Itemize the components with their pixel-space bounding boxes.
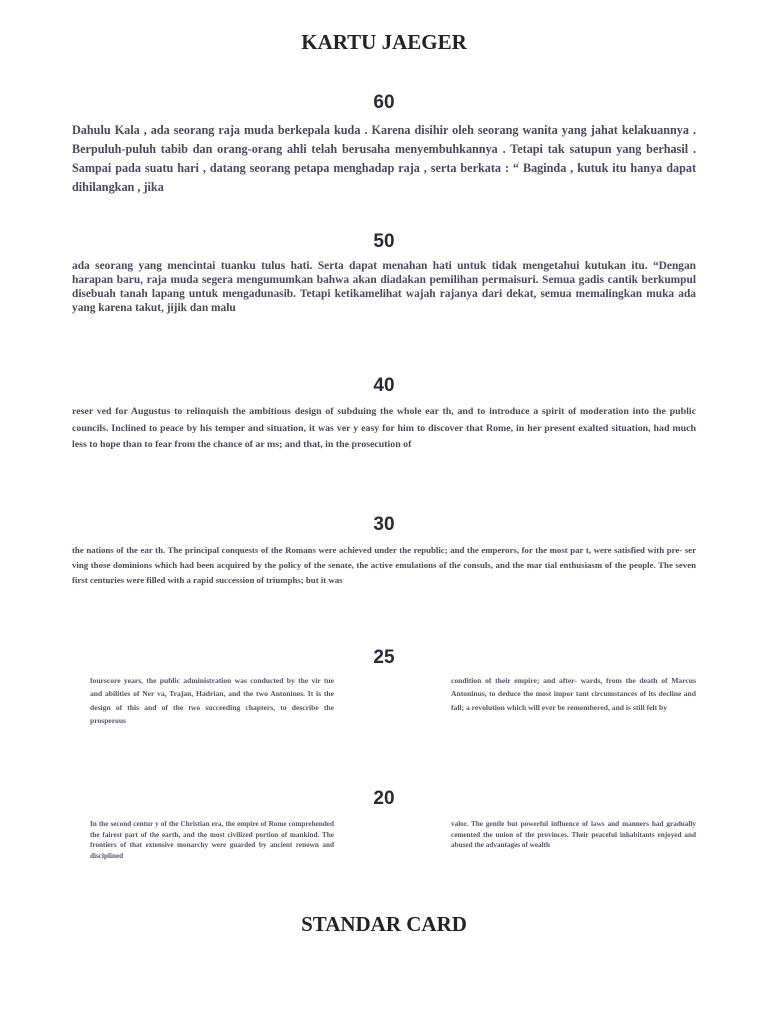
card-title: KARTU JAEGER [301,30,467,54]
section-text-25-right: condition of their empire; and after- wards, from the death of Marcus Antoninus, to deduce the most impor tant circumstances of its decline and fall; a revolution which will ever be remembered, and is still felt by [451,676,696,712]
section-text-25-left: fourscore years, the public administration was conducted by the vir tue and abilities of Ner va, Trajan, Hadrian, and the two Antonines. It is the design of this and of the two succeeding chapters, to describe the prosperous [90,676,334,726]
section-number-30: 30 [373,514,395,535]
section-text-20-right: valor. The gentle but powerful influence of laws and manners had gradually cemented the union of the provinces. Their peaceful inhabitants enjoyed and abused the advantages of wealth [451,820,696,849]
section-number-20: 20 [373,788,395,809]
section-text-50: ada seorang yang mencintai tuanku tulus hati. Serta dapat menahan hati untuk tidak mengetahui kutukan itu. “Dengan harapan baru, raja muda segera mengumumkan bahwa akan diadakan pemilihan permaisuri. Semua gadis cantik berkumpul disebuah tanah lapang untuk mengadunasib. Tetapi ketikamelihat wajah rajanya dari dekat, semua memalingkan muka ada yang karena takut, jijik dan malu [72,260,696,314]
section-number-25: 25 [373,647,395,668]
section-text-40: reser ved for Augustus to relinquish the ambitious design of subduing the whole ear th, and to introduce a spirit of moderation into the public councils. Inclined to peace by his temper and situation, it was ver y easy for him to discover that Rome, in her present exalted situation, had much less to hope than to fear from the chance of ar ms; and that, in the prosecution of [72,406,696,450]
section-text-60: Dahulu Kala , ada seorang raja muda berkepala kuda . Karena disihir oleh seorang wanita yang jahat kelakuannya . Berpuluh-puluh tabib dan orang-orang ahli telah berusaha menyembuhkannya . Tetapi tak satupun yang berhasil . Sampai pada suatu hari , datang seorang petapa menghadap raja , serta berkata : “ Baginda , kutuk itu hanya dapat dihilangkan , jika [72,123,696,194]
section-text-20-left: In the second centur y of the Christian era, the empire of Rome comprehended the fairest part of the earth, and the most civilized portion of mankind. The frontiers of that extensive monarchy were guarded by ancient renown and disciplined [90,820,334,860]
card-footer: STANDAR CARD [301,912,467,936]
section-number-40: 40 [373,375,395,396]
section-number-60: 60 [373,92,395,113]
section-text-30: the nations of the ear th. The principal conquests of the Romans were achieved under the republic; and the emperors, for the most par t, were satisfied with pre- ser ving those dominions which had been acquired by the policy of the senate, the active emulations of the consuls, and the mar tial enthusiasm of the people. The seven first centuries were filled with a rapid succession of triumphs; but it was [72,545,696,585]
section-number-50: 50 [373,231,395,252]
